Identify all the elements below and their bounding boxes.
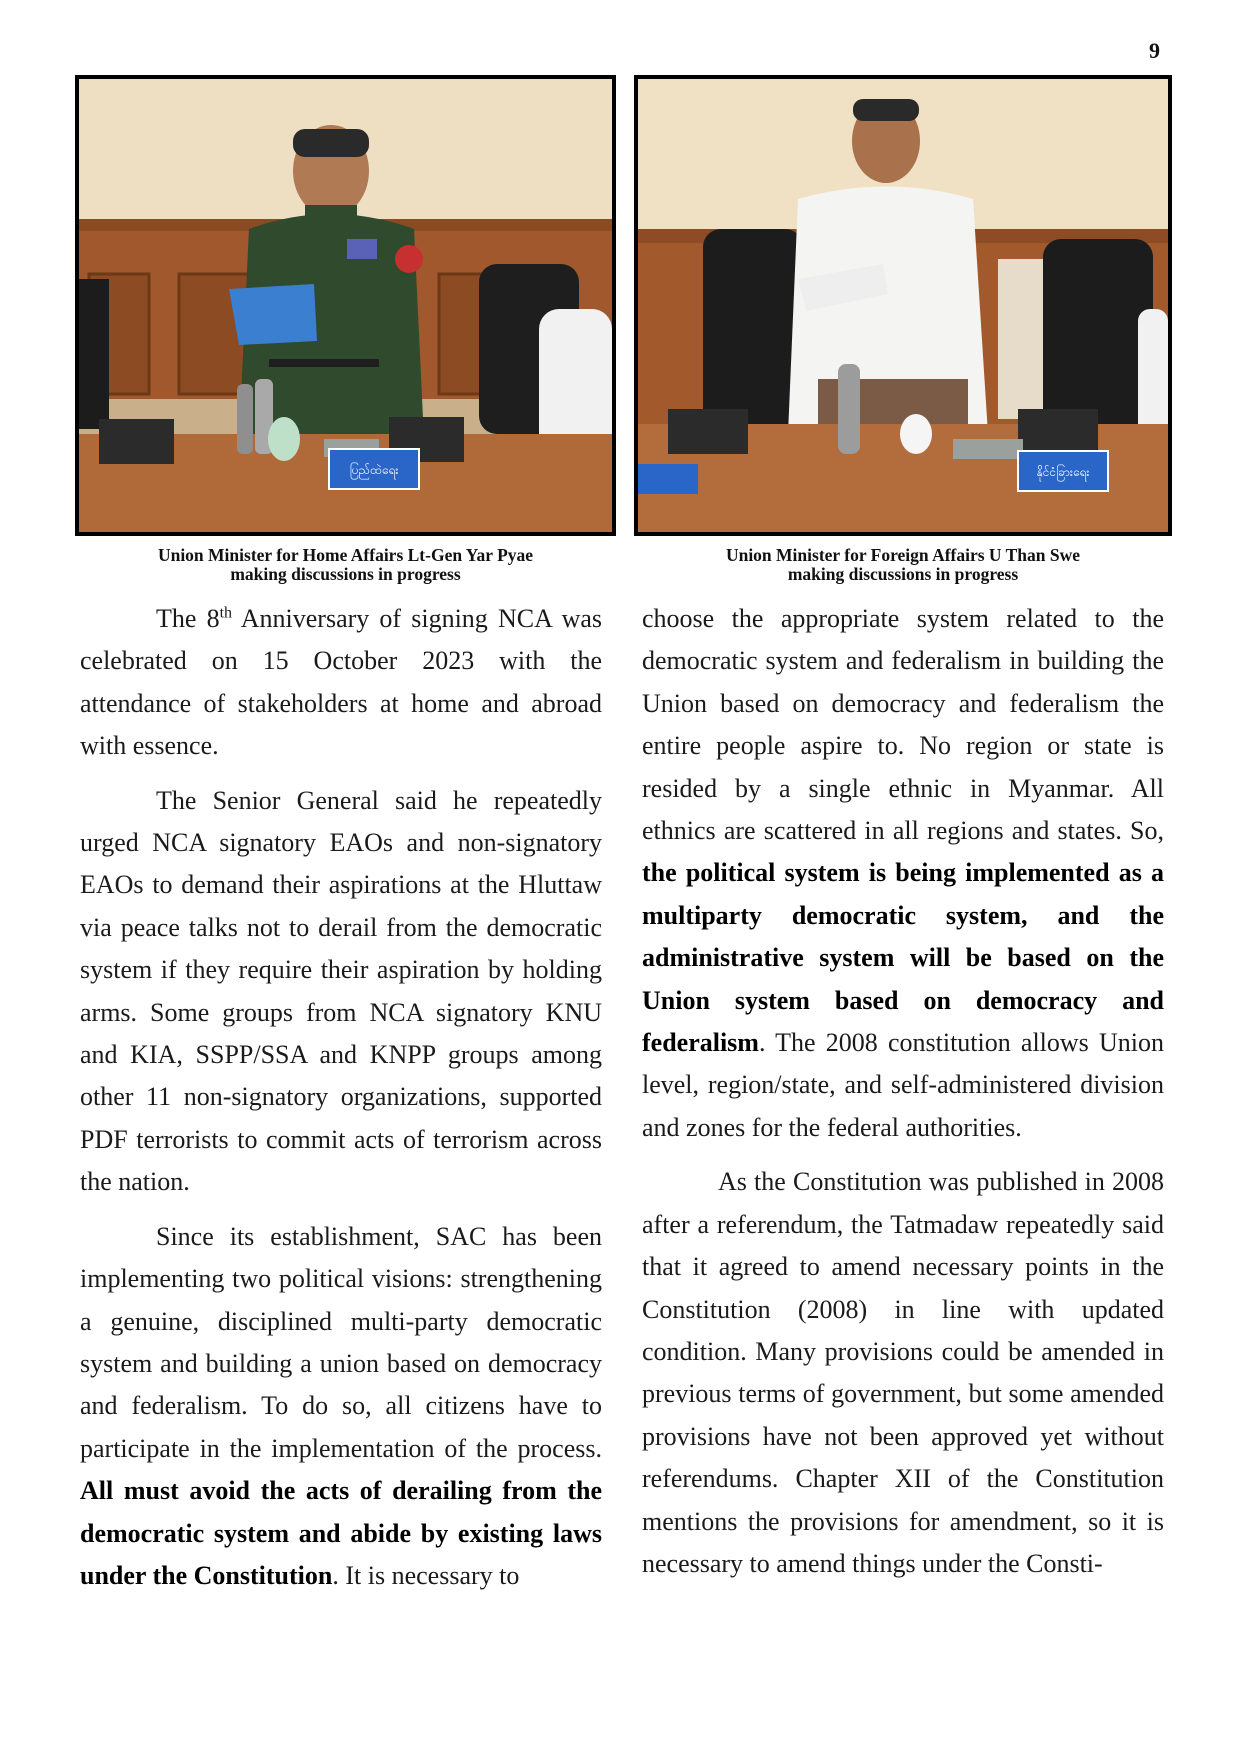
caption-foreign-affairs: [634, 546, 1172, 584]
nameplate-foreign-affairs: နိုင်ငံခြားရေး: [1036, 465, 1090, 479]
page-number: 9: [1149, 38, 1160, 63]
caption-home-affairs-line1: Union Minister for Home Affairs Lt-Gen Yar Pyae: [157, 545, 534, 565]
paragraph-sac-visions-end: . It is necessary to: [332, 1560, 520, 1590]
paragraph-constitution: As the Constitution was published in 2008 after a referendum, the Tatmadaw repeatedly said that it agreed to amend necessary points in the Constitution (2008) in line with updated condition. Many provisions could be amended in previous terms of government, but some amended provisions have not been approved yet without referendums. Chapter XII of the Constitution mentions the provisions for amendment, so it is necessary to amend things under the Consti-: [642, 1167, 1164, 1578]
paragraph-anniversary-rest: Anniversary of signing NCA was celebrated on 15 October 2023 with the attendance of stakeholders at home and abroad with essence.: [80, 604, 602, 761]
paragraph-anniversary: [80, 598, 602, 768]
caption-home-affairs-line2: making discussions in progress: [230, 564, 461, 584]
photo-home-affairs-image: [79, 79, 612, 532]
right-column: [642, 598, 1164, 1597]
paragraph-sac-visions-start: Since its establishment, SAC has been implementing two political visions: strengthening a genuine, disciplined multi-party democratic system and building a union based on democracy and federalism. To do so, all citizens have to participate in the implementation of the process.: [80, 1221, 602, 1463]
paragraph-sac-visions: [80, 1216, 602, 1598]
photo-foreign-affairs-image: [638, 79, 1168, 532]
ordinal-suffix: th: [219, 604, 233, 622]
photo-foreign-affairs-minister: [634, 75, 1172, 536]
paragraph-system-choice-end: . The 2008 constitution allows Union level, region/state, and self-administered division and zones for the federal authorities.: [642, 1028, 1164, 1142]
paragraph-system-choice-start: choose the appropriate system related to the democratic system and federalism in building the Union based on democracy and federalism the entire people aspire to. No region or state is resided by a single ethnic in Myanmar. All ethnics are scattered in all regions and states. So,: [642, 604, 1164, 846]
paragraph-anniversary-start: The 8: [156, 604, 220, 633]
paragraph-senior-general: The Senior General said he repeatedly urged NCA signatory EAOs and non-signatory EAOs to demand their aspirations at the Hluttaw via peace talks not to derail from the democratic system if they require their aspiration by holding arms. Some groups from NCA signatory KNU and KIA, SSPP/SSA and KNPP groups among other 11 non-signatory organizations, supported PDF terrorists to commit acts of terrorism across the nation.: [80, 785, 602, 1197]
caption-foreign-affairs-line2: making discussions in progress: [787, 564, 1019, 584]
left-column: [80, 598, 602, 1609]
paragraph-sac-visions-bold: All must avoid the acts of derailing from the democratic system and abide by existing laws under the Constitution: [80, 1476, 602, 1590]
caption-foreign-affairs-line1: Union Minister for Foreign Affairs U Than Swe: [725, 545, 1081, 565]
paragraph-system-choice: [642, 598, 1164, 1149]
nameplate-home-affairs: ပြည်ထဲရေး: [349, 463, 399, 477]
paragraph-system-choice-bold: the political system is being implemented as a multiparty democratic system, and the administrative system will be based on the Union system based on democracy and federalism: [642, 858, 1164, 1058]
photo-home-affairs-minister: [75, 75, 616, 536]
caption-home-affairs: [75, 546, 616, 584]
